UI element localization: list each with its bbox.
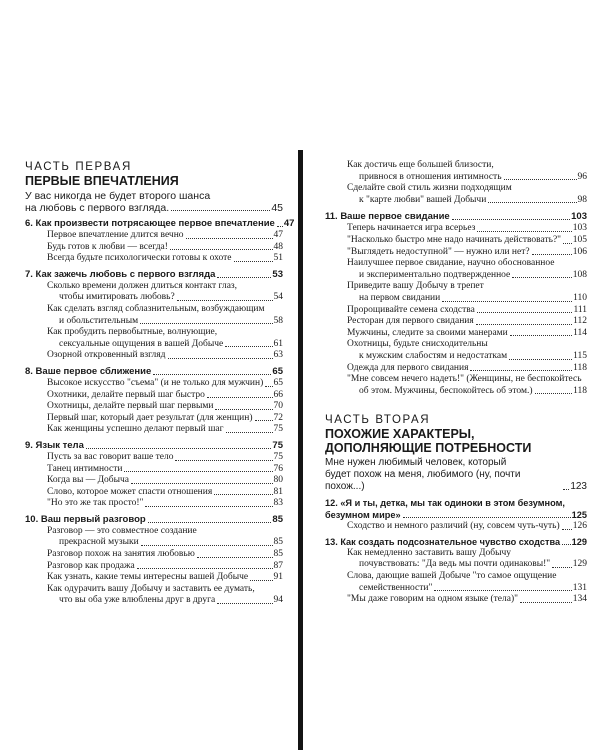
toc-entry-line: Разговор — это совместное создание	[47, 525, 197, 536]
toc-entry[interactable]	[325, 374, 587, 397]
right-top-entries	[325, 160, 587, 206]
toc-entry-line: Танец интимности	[47, 463, 123, 474]
toc-entry-page: 94	[273, 595, 283, 606]
part-two	[325, 413, 587, 493]
toc-entry-page: 81	[273, 486, 283, 497]
toc-entry-line: Всегда будьте психологически готовы к охоте	[47, 253, 232, 264]
toc-entry-line: почувствовать: "Да ведь мы почти одинаковы!"	[359, 559, 551, 570]
toc-entry-line: Будь готов к любви — всегда!	[47, 241, 168, 252]
chapter-title[interactable]	[25, 440, 283, 452]
toc-entry-line: что вы оба уже влюблены друг в друга	[59, 595, 216, 606]
toc-entry-line: Слово, которое может спасти отношения	[47, 486, 213, 497]
toc-entry-line: Сделайте свой стиль жизни подходящим	[347, 183, 512, 194]
toc-entry[interactable]	[25, 561, 283, 573]
toc-entry-line: Сходство и немного различий (ну, совсем чуть-чуть)	[347, 521, 560, 532]
toc-entry-line: Первое впечатление длится вечно	[47, 230, 184, 240]
toc-entry-line: прекрасной музыки	[59, 537, 139, 548]
toc-entry-line: Слова, дающие вашей Добыче "то самое ощущение	[347, 571, 557, 582]
toc-entry-page: 75	[273, 424, 283, 435]
toc-entry-line: Мужчины, следите за своими манерами	[347, 327, 508, 338]
toc-entry-page: 114	[573, 327, 587, 338]
toc-entry-line: Как сделать взгляд соблазнительным, возбуждающим	[47, 303, 265, 314]
chapter-block	[25, 440, 283, 510]
toc-entry[interactable]	[325, 363, 587, 375]
part-two-title-line1: ПОХОЖИЕ ХАРАКТЕРЫ,	[325, 427, 475, 442]
toc-entry-page: 58	[273, 315, 283, 326]
toc-entry[interactable]	[325, 258, 587, 281]
toc-entry-line: "Но это же так просто!"	[47, 498, 144, 509]
part-two-subtitle	[325, 457, 587, 493]
toc-entry[interactable]	[25, 424, 283, 436]
toc-entry-line: на первом свидании	[359, 292, 441, 303]
chapter-block	[25, 218, 295, 265]
toc-entry-line: Высокое искусство "съема" (и не только для мужчин)	[47, 377, 264, 388]
toc-entry-page: 63	[273, 350, 283, 361]
toc-entry[interactable]	[325, 548, 587, 571]
toc-entry[interactable]	[325, 183, 587, 206]
toc-entry[interactable]	[325, 281, 587, 304]
toc-entry-line: Пусть за вас говорит ваше тело	[47, 451, 174, 462]
part-one-subtitle-line2: на любовь с первого взгляда.	[25, 202, 170, 214]
toc-entry-line: "Мне совсем нечего надеть!" (Женщины, не беспокойтесь	[347, 374, 582, 385]
toc-entry-page: 91	[273, 572, 283, 583]
toc-entry[interactable]	[325, 328, 587, 340]
part-one-label: ЧАСТЬ ПЕРВАЯ	[25, 161, 132, 173]
toc-entry[interactable]	[325, 594, 587, 606]
toc-entry-line: привнося в отношения интимность	[359, 171, 502, 182]
toc-entry-line: Ресторан для первого свидания	[347, 316, 474, 327]
toc-entry[interactable]	[25, 549, 283, 561]
toc-entry-line: к мужским слабостям и недостаткам	[359, 350, 508, 361]
toc-entry-line: Как узнать, какие темы интересны вашей Добыче	[47, 572, 249, 583]
toc-entry-line: Охотники, делайте первый шаг быстро	[47, 389, 205, 400]
part-two-subtitle-line2: будет похож на меня, любимого (ну, почти похож...)	[325, 469, 521, 493]
toc-entry[interactable]	[25, 464, 283, 476]
toc-entry[interactable]	[25, 475, 283, 487]
toc-entry-line: об этом. Мужчины, беспокойтесь об этом.)	[359, 385, 533, 396]
toc-entry-page: 61	[273, 338, 283, 349]
toc-entry-line: Одежда для первого свидания	[347, 362, 469, 373]
toc-entry-line: Пророщивайте семена сходства	[347, 304, 475, 315]
toc-entry-line: Когда вы — Добыча	[47, 475, 130, 486]
left-column	[25, 160, 295, 607]
toc-entry[interactable]	[25, 487, 283, 499]
chapter-title-text: 10. Ваш первый разговор	[25, 513, 146, 525]
part-one-page: 45	[271, 202, 283, 214]
toc-entry[interactable]	[325, 223, 587, 235]
right-column	[325, 160, 587, 606]
toc-entry-line: и экспериментально подтвержденное	[359, 269, 511, 280]
toc-entry-line: Приведите вашу Добычу в трепет	[347, 281, 484, 292]
toc-entry[interactable]	[325, 235, 587, 247]
toc-entry-line: и обольстительным	[59, 315, 139, 326]
toc-entry-page: 51	[273, 253, 283, 264]
chapter-page: 53	[272, 268, 283, 280]
part-one-title: ПЕРВЫЕ ВПЕЧАТЛЕНИЯ	[25, 174, 179, 188]
toc-entry-page: 48	[273, 241, 283, 252]
chapter-page: 47	[283, 218, 295, 229]
chapter-block	[25, 514, 283, 607]
toc-entry-page: 96	[577, 171, 587, 182]
chapter-title[interactable]: 11. Ваше первое свидание 103	[325, 211, 587, 223]
chapter-block	[25, 269, 283, 362]
toc-entry[interactable]	[25, 498, 283, 510]
toc-entry[interactable]	[25, 281, 283, 304]
toc-entry-line: "Мы даже говорим на одном языке (тела)"	[347, 594, 518, 605]
toc-entry[interactable]	[325, 339, 587, 362]
toc-entry-page: 54	[273, 292, 283, 303]
toc-entry-line: Первый шаг, который дает результат (для женщин)	[47, 412, 253, 423]
toc-entry-page: 47	[273, 230, 283, 240]
chapter-title-text: 9. Язык тела	[25, 439, 84, 451]
toc-entry-line: Наилучшее первое свидание, научно обоснованное	[347, 258, 555, 269]
toc-entry-page: 87	[273, 560, 283, 571]
toc-entry-line: сексуальные ощущения в вашей Добыче	[59, 338, 224, 349]
toc-entry[interactable]	[25, 401, 283, 413]
toc-entry-page: 65	[273, 377, 283, 388]
chapter-title[interactable]	[25, 269, 283, 281]
chapter-page: 75	[272, 439, 283, 451]
toc-entry-page: 118	[573, 385, 587, 396]
toc-entry-page: 118	[573, 362, 587, 373]
toc-entry-page: 83	[273, 498, 283, 509]
toc-entry-line: Как достичь еще большей близости,	[347, 160, 494, 170]
chapter-title-text: 6. Как произвести потрясающее первое впечатление	[25, 218, 275, 229]
chapter-title[interactable]	[25, 366, 283, 378]
chapter-12-title[interactable]: 12. «Я и ты, детка, мы так одиноки в этом безумном, безумном мире» 125	[325, 498, 587, 521]
toc-entry-page: 85	[273, 549, 283, 560]
toc-entry[interactable]	[25, 327, 283, 350]
part-one-subtitle	[25, 190, 283, 214]
chapter-13-title[interactable]: 13. Как создать подсознательное чувство сходства 129	[325, 536, 587, 547]
chapter-13	[325, 536, 587, 606]
toc-entry-line: Как одурачить вашу Добычу и заставить ее думать,	[47, 583, 255, 594]
toc-entry-line: Теперь начинается игра всерьез	[347, 223, 476, 234]
part-two-subtitle-line1: Мне нужен любимый человек, который	[325, 457, 507, 469]
toc-entry-page: 72	[273, 412, 283, 423]
toc-entry-line: Разговор похож на занятия любовью	[47, 549, 195, 560]
toc-entry-page: 76	[273, 463, 283, 474]
toc-entry-page: 105	[572, 234, 587, 245]
toc-entry-line: Как пробудить первобытные, волнующие,	[47, 327, 218, 338]
part-two-title-line2: ДОПОЛНЯЮЩИЕ ПОТРЕБНОСТИ	[325, 441, 532, 456]
toc-entry-line: Охотницы, будьте снисходительны	[347, 339, 488, 350]
toc-entry-page: 66	[273, 389, 283, 400]
toc-entry[interactable]	[25, 413, 283, 425]
column-divider	[298, 150, 303, 750]
part-two-page: 123	[570, 481, 587, 493]
toc-entry-page: 85	[273, 537, 283, 548]
toc-entry-page: 103	[572, 223, 587, 234]
toc-entry-page: 75	[273, 451, 283, 462]
chapter-title-text: 8. Ваше первое сближение	[25, 365, 152, 377]
toc-entry-page: 115	[573, 350, 587, 361]
toc-entry[interactable]	[25, 390, 283, 402]
toc-entry[interactable]	[325, 571, 587, 594]
toc-entry-line: Охотницы, делайте первый шаг первыми	[47, 401, 214, 412]
toc-entry[interactable]	[325, 160, 587, 183]
toc-entry[interactable]	[325, 247, 587, 259]
chapter-title-text: 7. Как зажечь любовь с первого взгляда	[25, 268, 216, 280]
toc-entry[interactable]	[25, 378, 283, 390]
toc-entry-line: Как женщины успешно делают первый шаг	[47, 424, 224, 435]
toc-entry-page: 112	[573, 316, 587, 327]
toc-entry-page: 98	[577, 194, 587, 205]
chapter-page: 65	[272, 365, 283, 377]
toc-entry[interactable]	[25, 230, 283, 242]
toc-entry-page: 129	[572, 559, 587, 570]
toc-entry-line: Сколько времени должен длиться контакт глаз,	[47, 280, 238, 291]
toc-entry-page: 134	[572, 594, 587, 605]
toc-entry-page: 131	[572, 582, 587, 593]
chapter-12	[325, 497, 587, 533]
part-one-subtitle-line1: У вас никогда не будет второго шанса	[25, 190, 211, 202]
toc-entry-page: 108	[572, 269, 587, 280]
chapter-block	[25, 366, 283, 436]
toc-entry[interactable]	[25, 350, 283, 362]
toc-entry[interactable]	[25, 584, 283, 607]
toc-entry-line: к "карте любви" вашей Добычи	[359, 194, 487, 205]
toc-entry[interactable]	[325, 521, 587, 533]
toc-entry-line: "Выглядеть недоступной" — нужно или нет?	[347, 246, 530, 257]
chapter-title[interactable]	[25, 514, 283, 526]
toc-entry-page: 110	[573, 292, 587, 303]
toc-entry[interactable]	[25, 526, 283, 549]
chapter-page: 85	[272, 513, 283, 525]
toc-entry-line: Как немедленно заставить вашу Добычу	[347, 547, 511, 558]
toc-entry-line: "Насколько быстро мне надо начинать действовать?"	[347, 234, 562, 245]
toc-entry[interactable]	[325, 316, 587, 328]
toc-entry[interactable]	[25, 452, 283, 464]
toc-entry-page: 126	[572, 521, 587, 532]
toc-entry-page: 106	[572, 246, 587, 257]
toc-entry-page: 80	[273, 475, 283, 486]
toc-entry-line: Озорной откровенный взгляд	[47, 350, 166, 361]
toc-entry[interactable]	[25, 253, 283, 265]
toc-entry[interactable]	[325, 305, 587, 317]
toc-entry-line: семейственности"	[359, 582, 433, 593]
toc-entry-line: чтобы имитировать любовь?	[59, 292, 175, 303]
toc-entry-line: Разговор как продажа	[47, 560, 135, 571]
toc-entry-page: 111	[573, 304, 587, 315]
left-chapters	[25, 218, 295, 607]
toc-entry-page: 70	[273, 401, 283, 412]
part-two-label: ЧАСТЬ ВТОРАЯ	[325, 414, 431, 427]
chapter-title[interactable]	[25, 218, 295, 230]
chapter-11	[325, 211, 587, 397]
toc-entry[interactable]	[25, 304, 283, 327]
toc-entry[interactable]	[25, 572, 283, 584]
toc-entry[interactable]	[25, 242, 283, 254]
